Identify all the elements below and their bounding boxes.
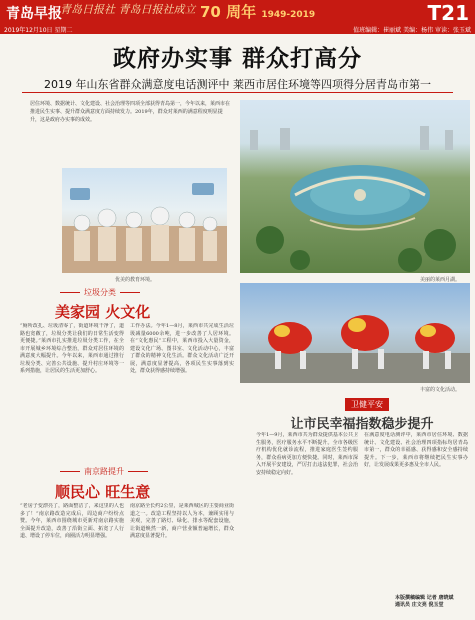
lion-dance-illustration <box>240 283 470 383</box>
students-illustration <box>62 168 227 273</box>
section-headline-3: 让市民幸福指数稳步提升 <box>290 417 434 432</box>
section-headline-2: 顺民心 旺生意 <box>55 483 151 501</box>
section-tag-garbage <box>60 287 140 298</box>
caption-photo3: 丰富的文化活动。 <box>420 387 461 393</box>
section1-column-2: 工作办法。今年1—8月，莱西市共完成生活垃圾减量6000余吨，进一步改善了人居环境。在“文化惠民”工程中，莱西市投入大量资金，建设文化广场、图书室、文化活动中心，丰富了群众的精神文化生活。群众文化活动广泛开展，满意度显著提高，各项民生实事落到实处，群众获得感持续增强。 <box>130 323 234 374</box>
dateline <box>4 25 471 34</box>
intro-paragraph: 居住环境、数据统计、文化建设、社会治理等四项全部获得青岛第一，今年以来，莱西市在推进民生实事、提升群众满意度方面持续发力。2019年，群众对莱西的满意程度明显提升，这是政府办实事的成效。 <box>30 101 231 123</box>
editors-credit-line1: 本版撰稿编辑 记者 唐晓斌 <box>395 595 454 601</box>
lake-park-photo <box>240 100 470 273</box>
students-photo <box>62 168 227 273</box>
section-tag-nanjing-road <box>60 466 148 477</box>
lion-dance-photo <box>240 283 470 383</box>
section-tag-garbage-text: 垃圾分类 <box>84 288 116 297</box>
park-illustration <box>240 100 470 273</box>
subheadline: 2019 年山东省群众满意度电话测评中 莱西市居住环境等四项得分居青岛市第一 <box>44 78 431 91</box>
anniversary-years: 1949-2019 <box>261 10 316 20</box>
section-tag-health: 卫健平安 <box>345 398 389 411</box>
section-tag-nanjing-text: 南京路提升 <box>84 467 124 476</box>
editors-credit-line2: 通讯员 庄文亮 倪玉堂 <box>395 602 444 608</box>
masthead <box>0 0 475 34</box>
section3-column-2: 在满意度电话测评中，莱西市居住环境、数据统计、文化建设、社会治理四项指标均居青岛市第一，群众的幸福感、获得感和安全感持续提升。下一步，莱西市将继续把民生实事办好，让发展成果更多惠及全市人民。 <box>364 432 468 468</box>
issue-date: 2019年12月10日 星期二 <box>4 27 73 34</box>
newspaper-logo: 青岛早报 <box>6 6 62 22</box>
page-number: T21 <box>427 1 469 25</box>
anniversary-mark <box>200 1 315 22</box>
divider <box>22 92 453 93</box>
main-headline: 政府办实事 群众打高分 <box>112 46 362 72</box>
caption-photo1: 优美的教育环境。 <box>115 277 156 283</box>
section1-column-1: “厕所改扎、垃圾清零了，街道环境干净了，道路也宽敞了，垃圾分类让我们的日常生活变得更便捷。”莱西市扎实推进垃圾分类工作，在全市开展城乡环境综合整治，群众对居住环境的满意度大幅提升。今年以来，莱西市通过推行垃圾分类、完善公共设施、提升村庄环境等一系列措施，让居民的生活更加舒心。 <box>20 323 124 374</box>
anniversary-text: 70 周年 <box>200 3 257 21</box>
section2-column-1: “老房子变漂亮了，路面整洁了，来这里的人也多了！”南京路改造完成后，周边商户纷纷点赞。今年，莱西市围绕城市更新对南京路实施全面提升改造，改善了沿街立面、拓宽了人行道、增设了停车位，商圈活力明显增强。 <box>20 503 124 539</box>
section3-column-1: 今年1—9月，莱西市共为群众提供基本公共卫生服务，医疗服务水平不断提升。全市各级医疗机构优化就诊流程，推进家庭医生签约服务，群众看病更加方便快捷。同时，莱西市深入开展平安建设，严厉打击违法犯罪，社会治安持续稳定向好。 <box>256 432 358 476</box>
section2-column-2: 南京路全长约2公里，是莱西城区的主要商业街道之一。改造工程坚持以人为本，兼顾实用与美观，完善了路灯、绿化、排水等配套设施，让街道焕然一新，商户营业额普遍增长，群众满意度显著提升。 <box>130 503 234 539</box>
section-headline-1: 美家园 火文化 <box>55 303 151 321</box>
editors-credit <box>395 595 453 609</box>
caption-photo2: 美丽的莱西月湖。 <box>420 277 461 283</box>
editors-line: 值班编辑：崔丽斌 美编：杨伟 审读：张玉斌 <box>353 27 471 34</box>
anniversary-banner: 青岛日报社 青岛日报社成立 <box>60 3 196 16</box>
